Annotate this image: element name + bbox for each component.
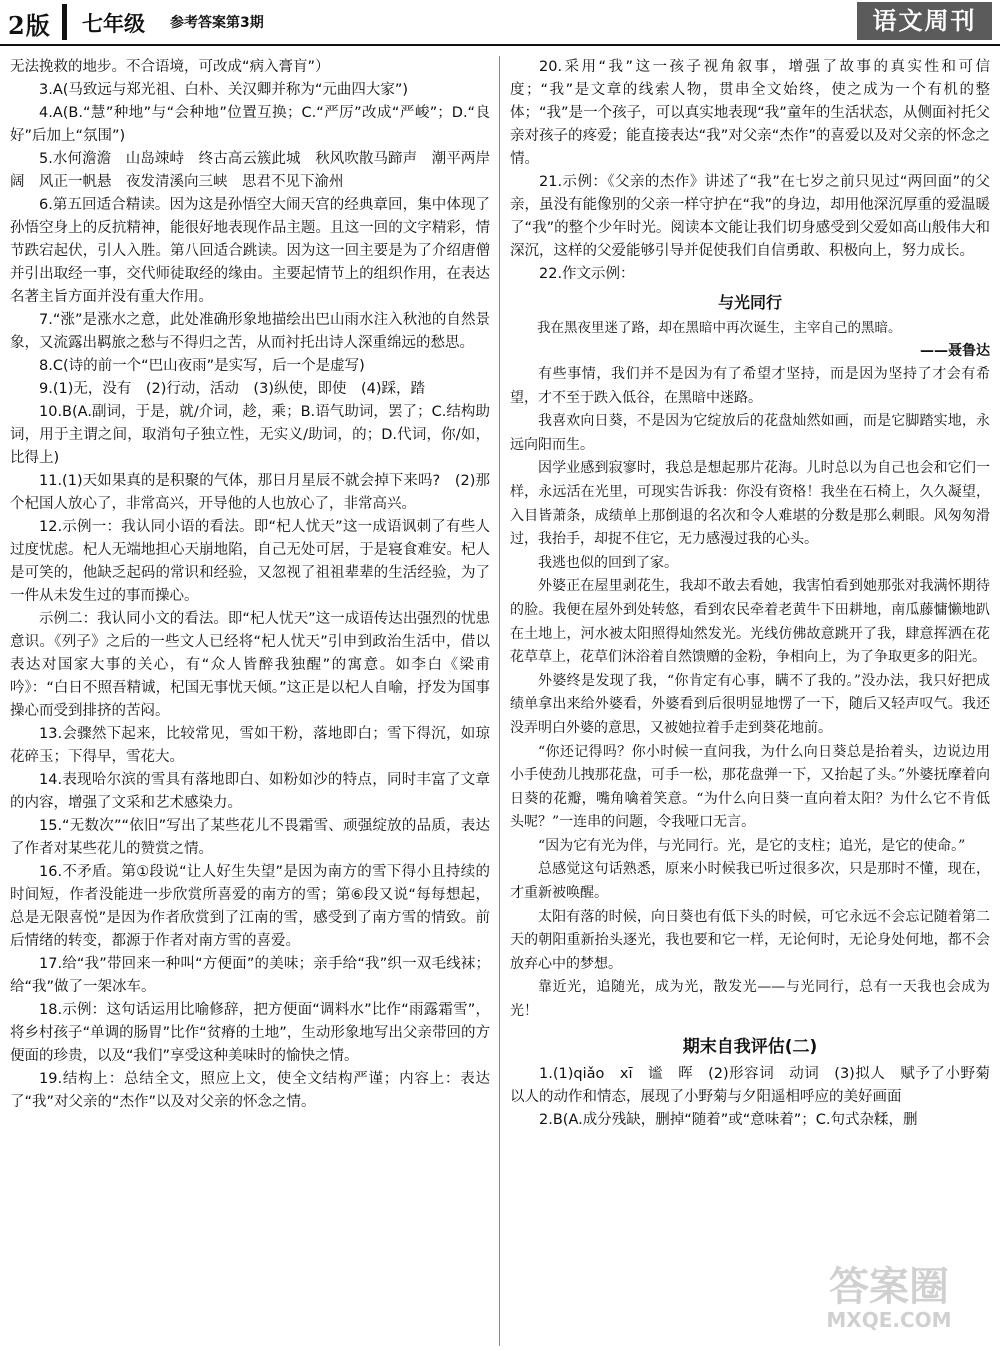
essay-paragraph: 我喜欢向日葵，不是因为它绽放后的花盘灿然如画，而是它脚踏实地，永远向阳而生。 (510, 413, 990, 453)
page-header (0, 0, 1000, 46)
essay-paragraph: 外婆正在屋里剥花生，我却不敢去看她，我害怕看到她那张对我满怀期待的脸。我便在屋外到处转悠，看到农民牵着老黄牛下田耕地，南瓜藤慵懒地趴在土地上，河水被太阳照得灿然发光。光线仿佛故意跳开了我，肆意挥洒在花花草草上，花草们沐浴着自然馈赠的金粉，争相向上，为了争取更多的阳光。 (510, 578, 990, 666)
answer-paragraph: 14.表现哈尔滨的雪具有落地即白、如粉如沙的特点，同时丰富了文章的内容，增强了文采和艺术感染力。 (10, 772, 490, 811)
answer-paragraph: 15.“无数次”“依旧”写出了某些花儿不畏霜雪、顽强绽放的品质，表达了作者对某些花儿的赞赏之情。 (10, 818, 490, 857)
watermark-small: MXQE.COM (826, 1308, 952, 1332)
watermark-logo (784, 1264, 994, 1347)
answer-paragraph: 21.示例：《父亲的杰作》讲述了“我”在七岁之前只见过“两回面”的父亲，虽没有能像别的父亲一样守护在“我”的身边，却用他深沉厚重的爱温暖了“我”的整个少年时光。阅读本文能让我们切身感受到父爱如高山般伟大和深沉，这样的父爱能够引导并促使我们自信勇敢、积极向上，努力成长。 (510, 174, 990, 259)
left-column (10, 56, 490, 1114)
answer-paragraph: 12.示例一：我认同小语的看法。即“杞人忧天”这一成语讽刺了有些人过度忧虑。杞人无端地担心天崩地陷，自己无处可居，于是寝食难安。杞人是可笑的，他缺乏起码的常识和经验，又忽视了祖祖辈辈的生活经验，为了一件从未发生过的事而操心。 (10, 519, 490, 604)
essay-paragraph: “你还记得吗？你小时候一直问我，为什么向日葵总是抬着头，边说边用小手使劲儿拽那花盘，可手一松，那花盘弹一下，又抬起了头。”外婆抚摩着向日葵的花瓣，嘴角噙着笑意。“为什么向日葵一直向着太阳？为什么它不肯低头呢？”一连串的问题，令我哑口无言。 (510, 743, 990, 831)
answer-paragraph: 9.(1)无，没有 (2)行动，活动 (3)纵使，即使 (4)踩，踏 (39, 381, 425, 397)
answer-paragraph: 7.“涨”是涨水之意，此处准确形象地描绘出巴山雨水注入秋池的自然景象，又流露出羁旅之愁与不得归之苦，从而衬托出诗人深重绵远的愁思。 (10, 312, 490, 351)
essay-paragraph: “因为它有光为伴，与光同行。光，是它的支柱；追光，是它的使命。” (538, 837, 966, 854)
essay-paragraph: 有些事情，我们并不是因为有了希望才坚持，而是因为坚持了才会有希望，才不至于跌入低谷，在黑暗中迷路。 (510, 366, 990, 406)
answer-paragraph: 19.结构上：总结全文，照应上文，使全文结构严谨；内容上：表达了“我”对父亲的“杰作”以及对父亲的怀念之情。 (10, 1071, 490, 1110)
watermark-big: 答案圈 (829, 1264, 949, 1310)
answer-paragraph: 22.作文示例： (539, 266, 635, 282)
essay-paragraph: 太阳有落的时候，向日葵也有低下头的时候，可它永远不会忘记随着第二天的朝阳重新抬头逐光，我也要和它一样，无论何时，无论身处何地，都不会放弃心中的梦想。 (510, 908, 990, 972)
answer-paragraph: 示例二：我认同小文的看法。即“杞人忧天”这一成语传达出强烈的忧患意识。《列子》之后的一些文人已经将“杞人忧天”引申到政治生活中，借以表达对国家大事的关心，有“众人皆醉我独醒”的寓意。如李白《梁甫吟》：“白日不照吾精诚，杞国无事忧天倾。”这正是以杞人自喻，抒发为国事操心而受到排挤的苦闷。 (10, 611, 490, 719)
answer-paragraph: 17.给“我”带回来一种叫“方便面”的美味；亲手给“我”织一双毛线袜；给“我”做了一架冰车。 (10, 956, 490, 995)
answer-paragraph: 16.不矛盾。第①段说“让人好生失望”是因为南方的雪下得小且持续的时间短，作者没能进一步欣赏所喜爱的南方的雪；第⑥段又说“每每想起，总是无限喜悦”是因为作者欣赏到了江南的雪，感受到了南方雪的情致。前后情绪的转变，都源于作者对南方雪的喜爱。 (10, 864, 490, 949)
section-title: 期末自我评估(二) (682, 1036, 818, 1057)
essay-title: 与光同行 (717, 293, 782, 312)
answer-paragraph: 11.(1)天如果真的是积聚的气体，那日月星辰不就会掉下来吗? (2)那个杞国人放心了，非常高兴，开导他的人也放心了，非常高兴。 (10, 473, 490, 512)
edition-label: 2版 (8, 11, 51, 40)
essay-paragraph: 外婆终是发现了我，“你肯定有心事，瞒不了我的。”没办法，我只好把成绩单拿出来给外婆看，外婆看到后很明显地愣了一下，随后又轻声叹气。我还没弄明白外婆的意思，又被她拉着手走到葵花地前。 (510, 672, 990, 736)
header-rule (0, 44, 1000, 46)
grade-label: 七年级 (82, 12, 145, 36)
section-item: 2.B(A.成分残缺，删掉“随着”或“意味着”；C.句式杂糅，删 (539, 1111, 918, 1128)
column-divider (499, 56, 500, 1346)
answer-paragraph: 8.C(诗的前一个“巴山夜雨”是实写，后一个是虚写) (39, 358, 365, 374)
essay-paragraph: 因学业感到寂寥时，我总是想起那片花海。儿时总以为自己也会和它们一样，永远活在光里，可现实告诉我：你没有资格！我坐在石椅上，久久凝望，入目皆萧条，成绩单上那倒退的名次和令人难堪的分数是那么刺眼。风匆匆滑过，我抬手，却捉不住它，无力感漫过我的心头。 (510, 460, 990, 548)
answer-paragraph: 6.第五回适合精读。因为这是孙悟空大闹天宫的经典章回，集中体现了孙悟空身上的反抗精神，能很好地表现作品主题。且这一回的文字精彩，情节跌宕起伏，引人入胜。第八回适合跳读。因为这一回主要是为了介绍唐僧并引出取经一事，交代师徒取经的缘由。主要起情节上的组织作用，在表达名著主旨方面并没有重大作用。 (10, 197, 490, 305)
essay-paragraph: 总感觉这句话熟悉，原来小时候我已听过很多次，只是那时不懂，现在，才重新被唤醒。 (510, 861, 990, 902)
essay-epigraph: 我在黑夜里迷了路，却在黑暗中再次诞生，主宰自己的黑暗。 (537, 320, 902, 336)
answer-paragraph: 3.A(马致远与郑光祖、白朴、关汉卿并称为“元曲四大家”) (39, 82, 409, 98)
issue-label: 参考答案第3期 (170, 15, 264, 31)
newspaper-logo: 语文周刊 (857, 2, 992, 40)
essay-body (510, 363, 990, 1024)
header-divider (62, 4, 67, 40)
answers-20-22 (510, 56, 990, 286)
epigraph-author: ——聂鲁达 (920, 343, 990, 359)
section-items (510, 1063, 990, 1132)
answer-paragraph: 无法挽救的地步。不合语境，可改成“病入膏肓”） (10, 59, 330, 75)
answer-paragraph: 4.A(B.“慧”种地”与“会种地”位置互换；C.“严厉”改成“严峻”；D.“良好”后加上“氛围”) (10, 105, 490, 144)
section-item: 1.(1)qiǎo xī 谧 晖 (2)形容词 动词 (3)拟人 赋予了小野菊以人的动作和情态，展现了小野菊与夕阳遥相呼应的美好画面 (510, 1065, 990, 1105)
answer-paragraph: 20.采用“我”这一孩子视角叙事，增强了故事的真实性和可信度；“我”是文章的线索人物，贯串全文始终，使之成为一个有机的整体；“我”是一个孩子，可以真实地表现“我”童年的生活状态，从侧面衬托父亲对孩子的疼爱；能直接表达“我”对父亲“杰作”的喜爱以及对父亲的怀念之情。 (510, 59, 990, 167)
answer-paragraph: 10.B(A.副词，于是，就/介词，趁，乘；B.语气助词，罢了；C.结构助词，用于主谓之间，取消句子独立性，无实义/助词，的；D.代词，你/如，比得上) (10, 404, 490, 466)
essay-paragraph: 我逃也似的回到了家。 (538, 554, 678, 571)
essay-paragraph: 靠近光，追随光，成为光，散发光——与光同行，总有一天我也会成为光！ (510, 979, 990, 1020)
answer-paragraph: 18.示例：这句话运用比喻修辞，把方便面“调料水”比作“雨露霜雪”，将乡村孩子“单调的肠胃”比作“贫瘠的土地”，生动形象地写出父亲带回的方便面的珍贵，以及“我们”享受这种美味时的愉快之情。 (10, 1002, 490, 1064)
answer-paragraph: 5.水何澹澹 山岛竦峙 终古高云簇此城 秋风吹散马蹄声 潮平两岸阔 风正一帆悬 夜发清溪向三峡 思君不见下渝州 (10, 151, 490, 190)
right-column (510, 56, 990, 1132)
answer-paragraph: 13.会骤然下起来，比较常见，雪如干粉，落地即白；雪下得沉，如琼花碎玉；下得早，雪花大。 (10, 726, 490, 765)
